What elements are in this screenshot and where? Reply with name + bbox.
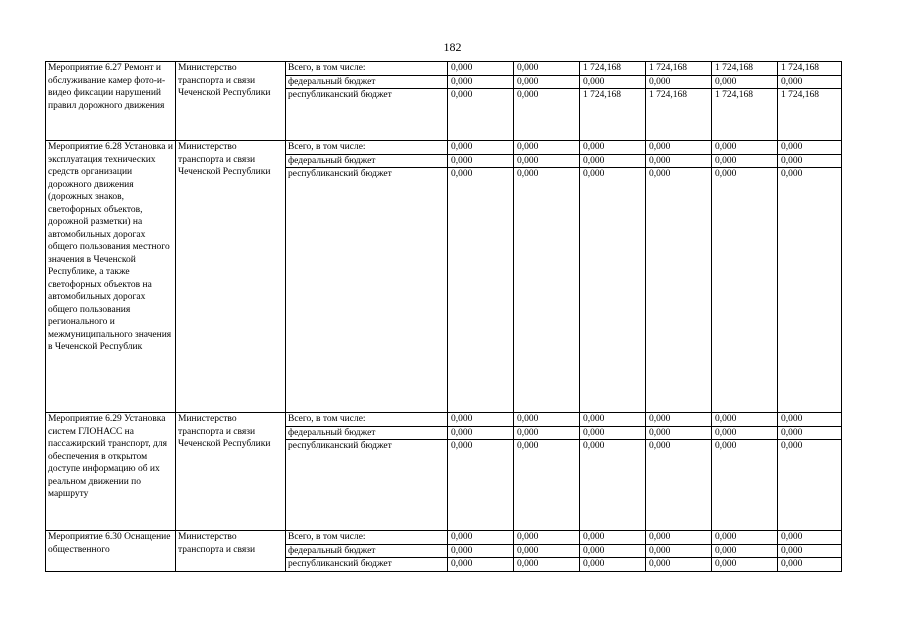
amount-cell: 0,000 [448, 89, 514, 141]
page-number: 182 [443, 40, 462, 54]
amount-cell: 0,000 [646, 558, 712, 572]
amount-cell: 0,000 [514, 141, 580, 155]
amount-cell: 0,000 [712, 440, 778, 531]
amount-cell: 0,000 [778, 440, 842, 531]
amount-cell: 0,000 [778, 426, 842, 440]
funding-source-cell: Всего, в том числе: [286, 413, 448, 427]
amount-cell: 0,000 [712, 141, 778, 155]
amount-cell: 0,000 [514, 413, 580, 427]
amount-cell: 0,000 [448, 62, 514, 76]
amount-cell: 0,000 [580, 141, 646, 155]
funding-source-cell: республиканский бюджет [286, 89, 448, 141]
event-name-cell: Мероприятие 6.27 Ремонт и обслуживание камер фото-и-видео фиксации нарушений правил дорожного движения [46, 62, 176, 141]
amount-cell: 0,000 [778, 558, 842, 572]
amount-cell: 0,000 [448, 558, 514, 572]
amount-cell: 0,000 [448, 141, 514, 155]
amount-cell: 0,000 [712, 168, 778, 413]
amount-cell: 0,000 [646, 440, 712, 531]
funding-source-cell: Всего, в том числе: [286, 531, 448, 545]
amount-cell: 0,000 [580, 558, 646, 572]
amount-cell: 0,000 [778, 168, 842, 413]
amount-cell: 0,000 [514, 168, 580, 413]
amount-cell: 0,000 [646, 426, 712, 440]
funding-source-cell: федеральный бюджет [286, 154, 448, 168]
event-name-cell: Мероприятие 6.30 Оснащение общественного [46, 531, 176, 572]
executor-cell: Министерство транспорта и связи Чеченской Республики [176, 62, 286, 141]
amount-cell: 0,000 [580, 75, 646, 89]
funding-source-cell: федеральный бюджет [286, 544, 448, 558]
amount-cell: 0,000 [580, 413, 646, 427]
amount-cell: 0,000 [448, 168, 514, 413]
executor-cell: Министерство транспорта и связи [176, 531, 286, 572]
table-row [46, 413, 842, 427]
amount-cell: 0,000 [778, 544, 842, 558]
funding-source-cell: Всего, в том числе: [286, 141, 448, 155]
amount-cell: 0,000 [646, 141, 712, 155]
amount-cell: 0,000 [448, 75, 514, 89]
amount-cell: 0,000 [514, 75, 580, 89]
amount-cell: 0,000 [514, 440, 580, 531]
amount-cell: 0,000 [514, 531, 580, 545]
amount-cell: 1 724,168 [712, 89, 778, 141]
amount-cell: 1 724,168 [712, 62, 778, 76]
funding-source-cell: республиканский бюджет [286, 440, 448, 531]
amount-cell: 0,000 [580, 531, 646, 545]
amount-cell: 0,000 [778, 531, 842, 545]
table-row [46, 141, 842, 155]
executor-cell: Министерство транспорта и связи Чеченской Республики [176, 413, 286, 531]
amount-cell: 0,000 [448, 544, 514, 558]
amount-cell: 1 724,168 [580, 89, 646, 141]
amount-cell: 0,000 [778, 154, 842, 168]
amount-cell: 0,000 [712, 531, 778, 545]
funding-source-cell: республиканский бюджет [286, 558, 448, 572]
amount-cell: 0,000 [448, 440, 514, 531]
amount-cell: 0,000 [580, 168, 646, 413]
amount-cell: 0,000 [778, 413, 842, 427]
event-name-cell: Мероприятие 6.29 Установка систем ГЛОНАСС на пассажирский транспорт, для обеспечения в открытом доступе информацию об их реальном движении по маршруту [46, 413, 176, 531]
amount-cell: 0,000 [580, 154, 646, 168]
executor-cell: Министерство транспорта и связи Чеченской Республики [176, 141, 286, 413]
amount-cell: 0,000 [712, 426, 778, 440]
event-name-cell: Мероприятие 6.28 Установка и эксплуатация технических средств организации дорожного движения (дорожных знаков, светофорных объектов, дорожной разметки) на автомобильных дорогах общего пользования местного значения в Чеченской Республике, а также светофорных объектов на автомобильных дорогах общего пользования регионального и межмуниципального значения в Чеченской Республик [46, 141, 176, 413]
amount-cell: 0,000 [646, 168, 712, 413]
amount-cell: 0,000 [448, 426, 514, 440]
amount-cell: 0,000 [580, 426, 646, 440]
amount-cell: 0,000 [712, 154, 778, 168]
amount-cell: 1 724,168 [778, 89, 842, 141]
amount-cell: 0,000 [580, 544, 646, 558]
amount-cell: 0,000 [712, 544, 778, 558]
funding-source-cell: республиканский бюджет [286, 168, 448, 413]
amount-cell: 0,000 [514, 426, 580, 440]
amount-cell: 0,000 [580, 440, 646, 531]
amount-cell: 0,000 [712, 558, 778, 572]
amount-cell: 0,000 [448, 154, 514, 168]
amount-cell: 0,000 [514, 558, 580, 572]
funding-source-cell: федеральный бюджет [286, 426, 448, 440]
amount-cell: 0,000 [448, 413, 514, 427]
amount-cell: 0,000 [514, 154, 580, 168]
amount-cell: 0,000 [514, 89, 580, 141]
table-row [46, 62, 842, 76]
amount-cell: 0,000 [514, 62, 580, 76]
amount-cell: 0,000 [712, 75, 778, 89]
amount-cell: 0,000 [646, 531, 712, 545]
amount-cell: 0,000 [514, 544, 580, 558]
amount-cell: 0,000 [646, 413, 712, 427]
amount-cell: 1 724,168 [646, 89, 712, 141]
amount-cell: 0,000 [778, 141, 842, 155]
amount-cell: 0,000 [646, 75, 712, 89]
amount-cell: 0,000 [778, 75, 842, 89]
budget-table [45, 61, 842, 572]
table-row [46, 531, 842, 545]
amount-cell: 1 724,168 [646, 62, 712, 76]
funding-source-cell: федеральный бюджет [286, 75, 448, 89]
amount-cell: 0,000 [448, 531, 514, 545]
amount-cell: 0,000 [646, 544, 712, 558]
funding-source-cell: Всего, в том числе: [286, 62, 448, 76]
amount-cell: 1 724,168 [580, 62, 646, 76]
amount-cell: 0,000 [712, 413, 778, 427]
amount-cell: 1 724,168 [778, 62, 842, 76]
amount-cell: 0,000 [646, 154, 712, 168]
